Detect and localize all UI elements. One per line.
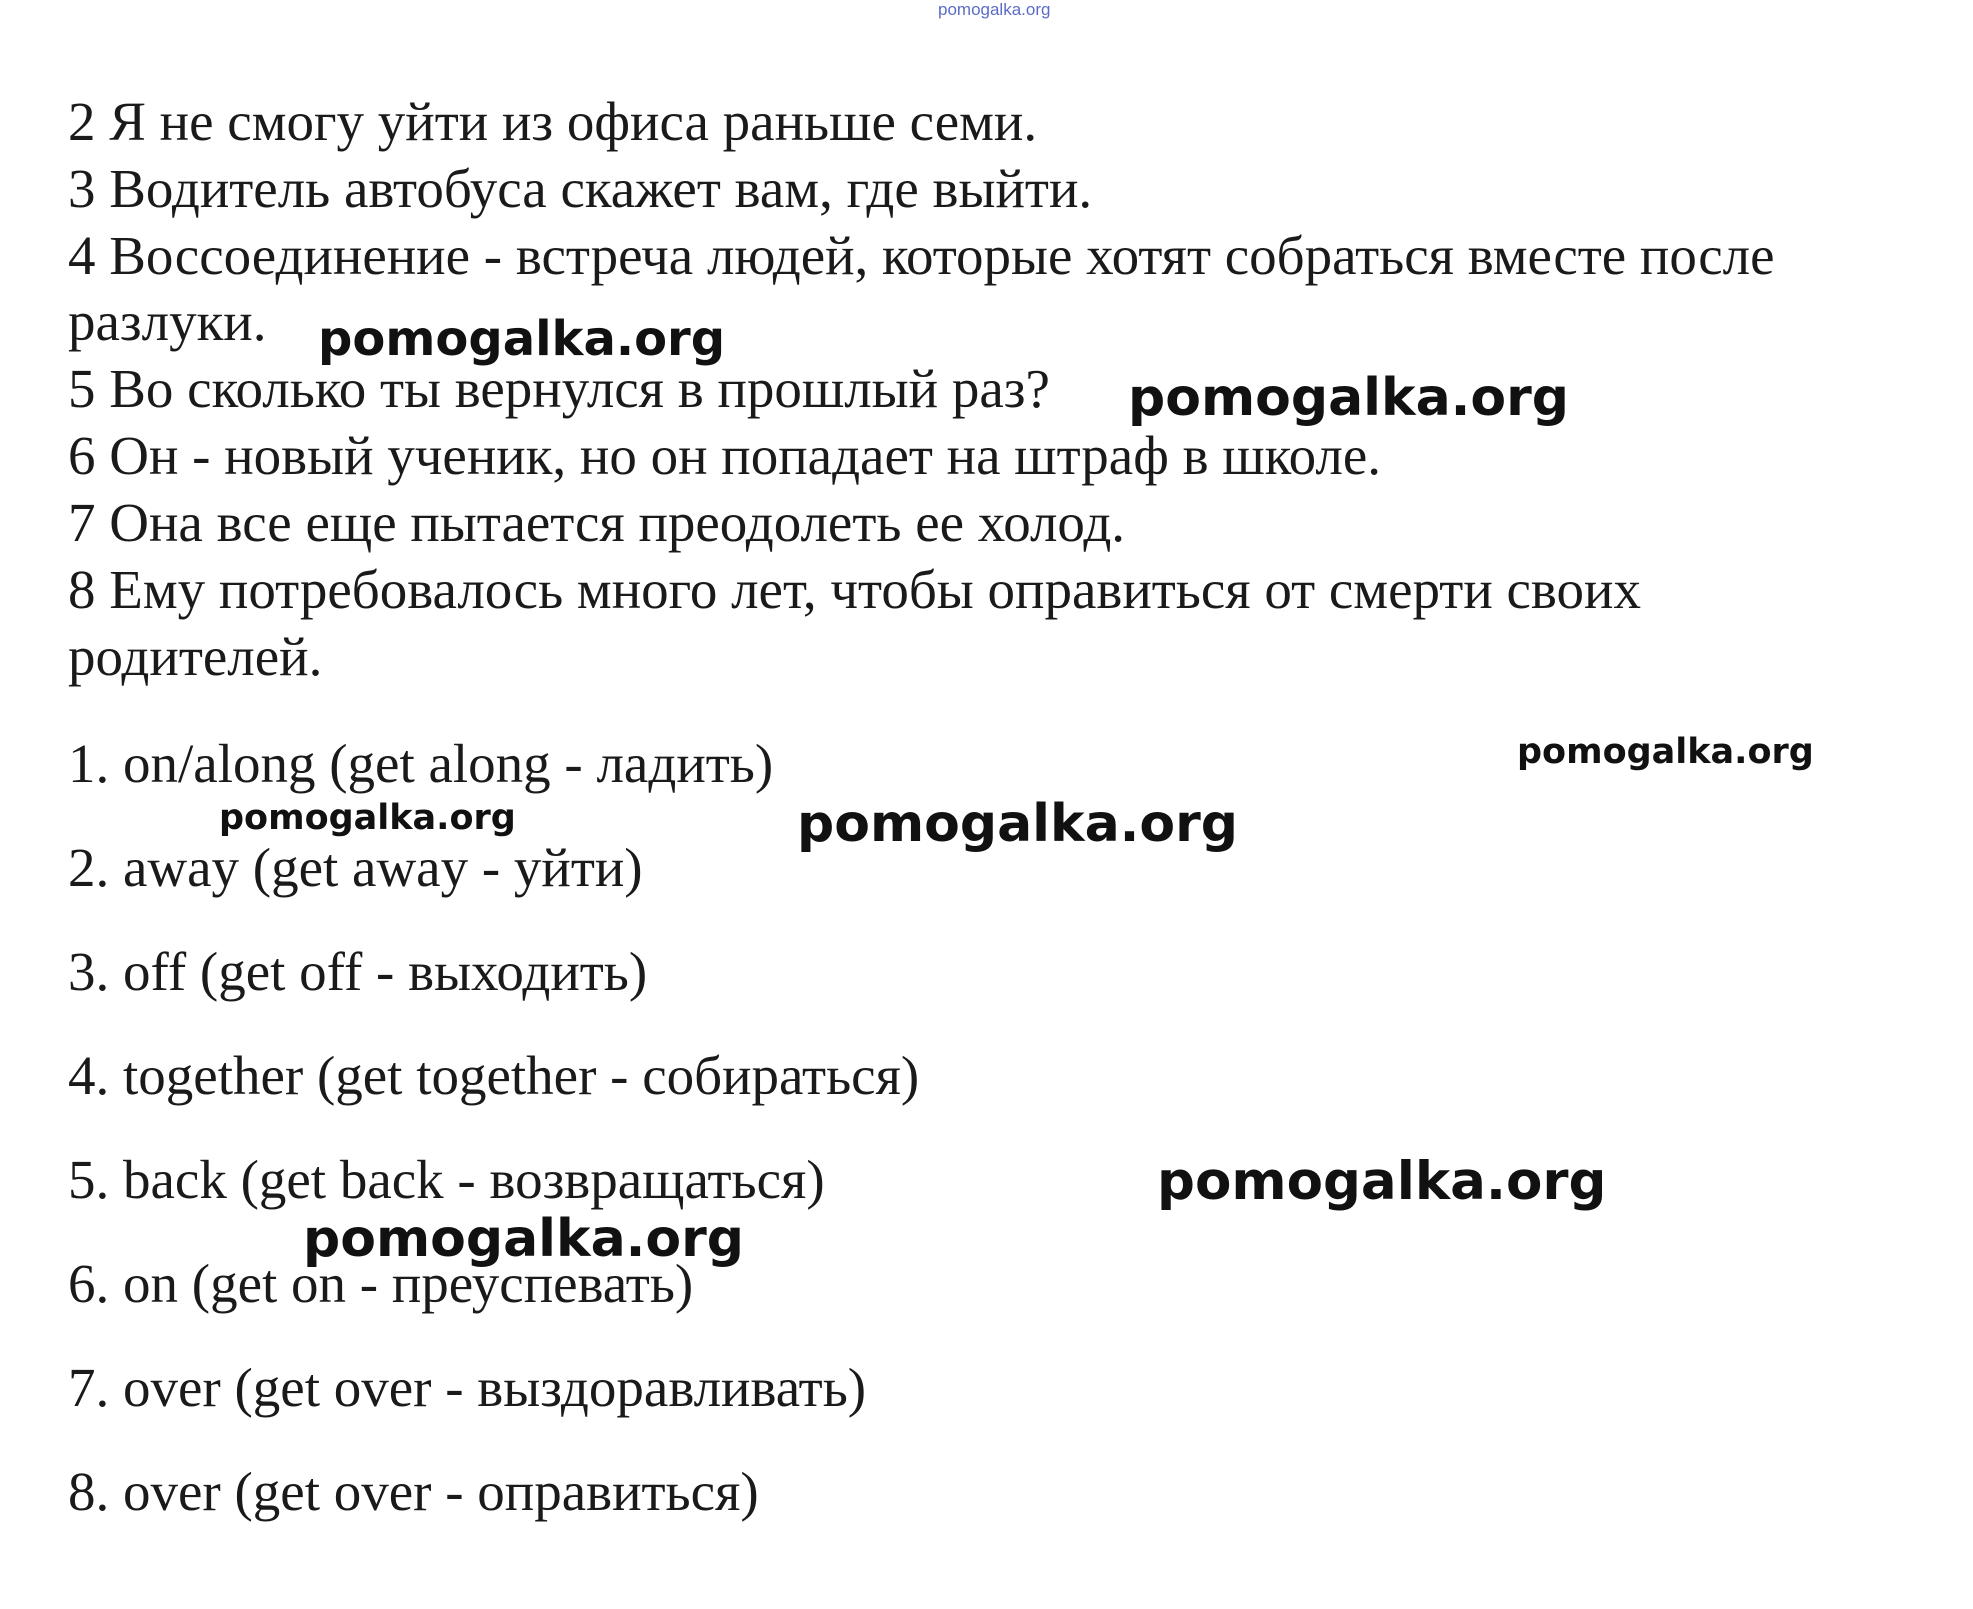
watermark: pomogalka.org xyxy=(797,794,1239,854)
watermark: pomogalka.org xyxy=(1517,732,1814,772)
sentence-line: разлуки. xyxy=(68,291,267,352)
answer-line: 4. together (get together - собираться) xyxy=(68,1045,920,1106)
watermark: pomogalka.org xyxy=(318,311,726,367)
answer-line: 2. away (get away - уйти) xyxy=(68,837,643,898)
answer-line: 7. over (get over - выздоравливать) xyxy=(68,1357,867,1418)
watermark: pomogalka.org xyxy=(219,798,516,838)
watermark: pomogalka.org xyxy=(1157,1151,1607,1212)
answer-line: 1. on/along (get along - ладить) xyxy=(68,733,774,794)
watermark: pomogalka.org xyxy=(303,1209,745,1269)
watermark: pomogalka.org xyxy=(1128,368,1570,428)
sentence-line: 4 Воссоединение - встреча людей, которые хотят собраться вместе после xyxy=(68,225,1775,286)
sentence-line: родителей. xyxy=(68,626,323,687)
sentence-line: 5 Во сколько ты вернулся в прошлый раз? xyxy=(68,358,1050,419)
answer-line: 6. on (get on - преуспевать) xyxy=(68,1253,694,1314)
answer-line: 3. off (get off - выходить) xyxy=(68,941,648,1002)
sentence-line: 3 Водитель автобуса скажет вам, где выйти. xyxy=(68,158,1093,219)
sentence-line: 8 Ему потребовалось много лет, чтобы оправиться от смерти своих xyxy=(68,559,1641,620)
watermark-top: pomogalka.org xyxy=(938,0,1051,19)
answer-line: 8. over (get over - оправиться) xyxy=(68,1461,759,1522)
answer-line: 5. back (get back - возвращаться) xyxy=(68,1149,825,1210)
sentence-line: 2 Я не смогу уйти из офиса раньше семи. xyxy=(68,91,1038,152)
sentence-line: 6 Он - новый ученик, но он попадает на штраф в школе. xyxy=(68,425,1381,486)
sentence-line: 7 Она все еще пытается преодолеть ее холод. xyxy=(68,492,1126,553)
